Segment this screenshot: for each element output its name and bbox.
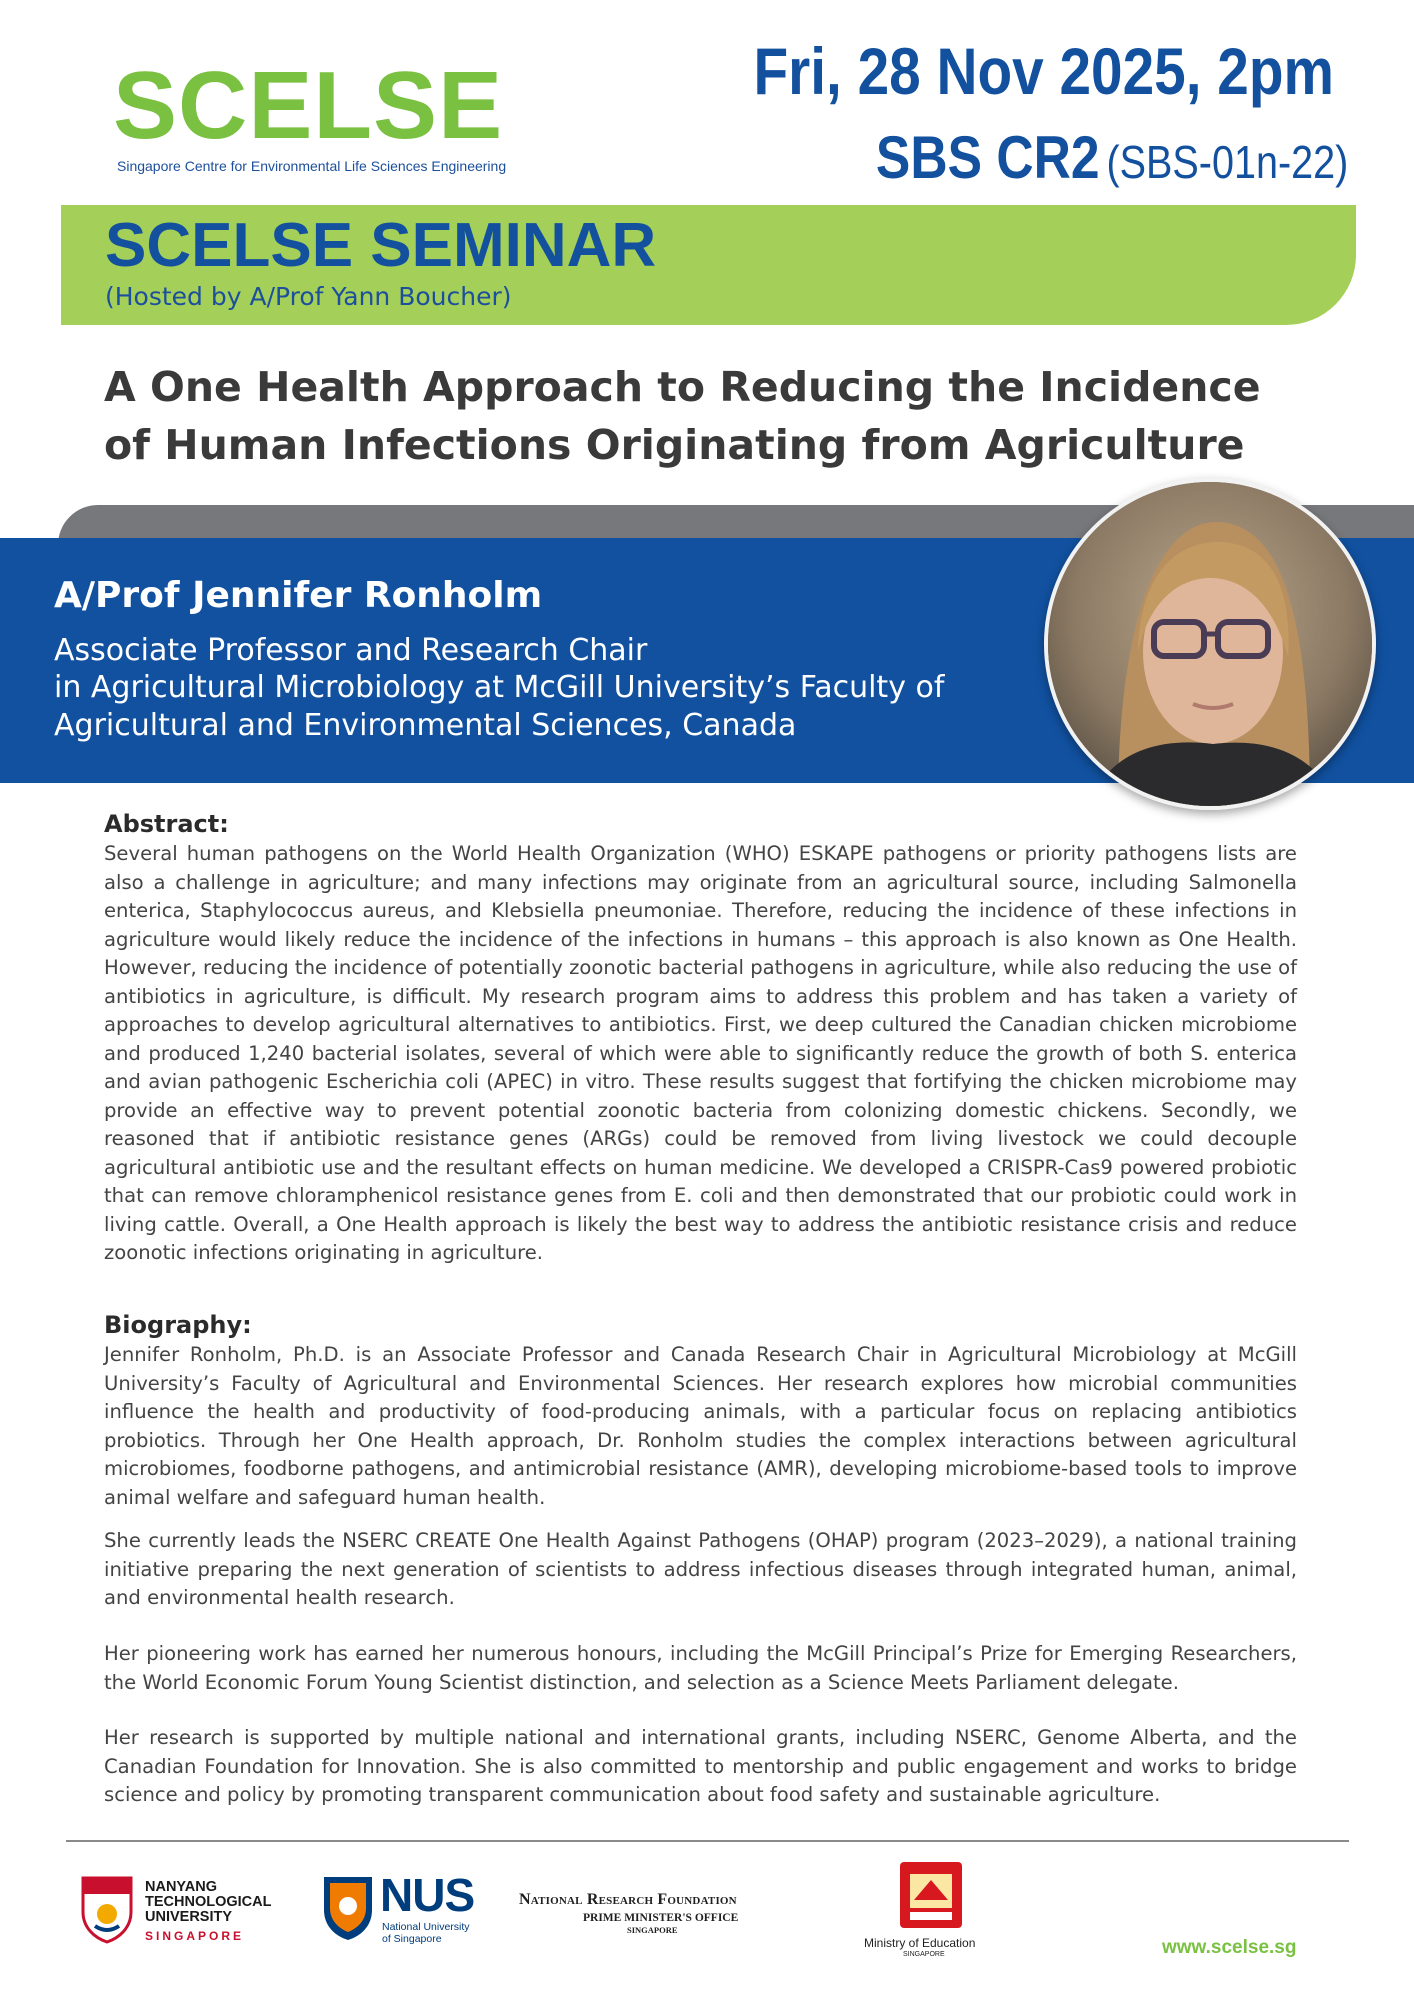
scelse-logo-subtitle: Singapore Centre for Environmental Life Sciences Engineering — [117, 158, 507, 174]
event-venue — [875, 124, 1348, 191]
scelse-logo: SCELSE — [113, 52, 504, 159]
moe-title: Ministry of Education — [864, 1936, 976, 1950]
nrf-line-2: SINGAPORE — [627, 1925, 678, 1935]
nus-line-2: of Singapore — [382, 1933, 442, 1945]
speaker-role-line-1: Associate Professor and Research Chair — [54, 633, 648, 668]
ntu-crest-icon — [79, 1874, 135, 1944]
ntu-line-3: UNIVERSITY — [145, 1909, 233, 1925]
nrf-line-1: PRIME MINISTER'S OFFICE — [583, 1912, 739, 1924]
nus-abbr: NUS — [380, 1869, 475, 1921]
nrf-title: National Research Foundation — [519, 1891, 737, 1908]
website-link[interactable]: www.scelse.sg — [1162, 1937, 1297, 1958]
biography-paragraph-4: Her research is supported by multiple national and international grants, including NSERC, Genome Alberta, and the Canadian Foundation for Innovation. She is also committed to mentorship and public engagement and works to bridge science and policy by promoting transparent communication about food safety and sustainable agriculture. — [104, 1726, 1297, 1806]
nus-crest-icon — [321, 1874, 375, 1942]
ntu-line-2: TECHNOLOGICAL — [145, 1894, 272, 1910]
seminar-host: (Hosted by A/Prof Yann Boucher) — [105, 282, 512, 311]
biography-paragraph-2: She currently leads the NSERC CREATE One Health Against Pathogens (OHAP) program (2023–2029), a national training initiative preparing the next generation of scientists to address infectious diseases through integrated human, animal, and environmental health research. — [104, 1529, 1297, 1609]
abstract-heading: Abstract: — [104, 810, 229, 838]
ntu-line-4: SINGAPORE — [145, 1929, 245, 1943]
event-date: Fri, 28 Nov 2025, 2pm — [753, 34, 1334, 108]
biography-paragraph-3: Her pioneering work has earned her numerous honours, including the McGill Principal’s Prize for Emerging Researchers, the World Economic Forum Young Scientist distinction, and selection as a Science Meets Parliament delegate. — [104, 1642, 1297, 1694]
speaker-name: A/Prof Jennifer Ronholm — [54, 575, 543, 616]
nus-line-1: National University — [382, 1921, 470, 1933]
moe-line-1: SINGAPORE — [903, 1951, 945, 1958]
speaker-role-line-3: Agricultural and Environmental Sciences, Canada — [54, 708, 797, 743]
footer-divider — [66, 1840, 1349, 1842]
biography-paragraph-1: Jennifer Ronholm, Ph.D. is an Associate Professor and Canada Research Chair in Agricultural Microbiology at McGill University’s Faculty of Agricultural and Environmental Sciences. Her research explores how microbial communities influence the health and productivity of food-producing animals, with a particular focus on replacing antibiotics probiotics. Through her One Health approach, Dr. Ronholm studies the complex interactions between agricultural microbiomes, foodborne pathogens, and antimicrobial resistance (AMR), developing microbiome-based tools to improve animal welfare and safeguard human health. — [104, 1343, 1297, 1509]
ntu-line-1: NANYANG — [145, 1879, 217, 1895]
speaker-role-line-2: in Agricultural Microbiology at McGill University’s Faculty of — [54, 670, 945, 705]
biography-heading: Biography: — [104, 1311, 252, 1339]
speaker-portrait-icon — [1048, 482, 1372, 806]
abstract-text: Several human pathogens on the World Health Organization (WHO) ESKAPE pathogens or priority pathogens lists are also a challenge in agriculture; and many infections may originate from an agricultural source, including Salmonella enterica, Staphylococcus aureus, and Klebsiella pneumoniae. Therefore, reducing the incidence of these infections in agriculture would likely reduce the incidence of the infections in humans – this approach is also known as One Health. However, reducing the incidence of potentially zoonotic bacterial pathogens in agriculture, while also reducing the use of antibiotics in agriculture, is difficult. My research program aims to address this problem and has taken a variety of approaches to develop agricultural alternatives to antibiotics. First, we deep cultured the Canadian chicken microbiome and produced 1,240 bacterial isolates, several of which were able to significantly reduce the growth of both S. enterica and avian pathogenic Escherichia coli (APEC) in vitro. These results suggest that fortifying the chicken microbiome may provide an effective way to prevent potential zoonotic bacteria from colonizing domestic chickens. Secondly, we reasoned that if antibiotic resistance genes (ARGs) could be removed from living livestock we could decouple agricultural antibiotic use and the resultant effects on human medicine. We developed a CRISPR-Cas9 powered probiotic that can remove chloramphenicol resistance genes from E. coli and then demonstrated that our probiotic could work in living cattle. Overall, a One Health approach is likely the best way to address the antibiotic resistance crisis and reduce zoonotic infections originating in agriculture. — [104, 842, 1297, 1264]
venue-room: SBS CR2 — [875, 124, 1100, 191]
speaker-photo — [1044, 478, 1376, 810]
moe-crest-icon — [896, 1860, 966, 1930]
talk-title: A One Health Approach to Reducing the Incidence of Human Infections Originating from Agriculture — [104, 363, 1261, 469]
venue-code: (SBS-01n-22) — [1106, 136, 1348, 188]
seminar-title: SCELSE SEMINAR — [105, 211, 657, 280]
